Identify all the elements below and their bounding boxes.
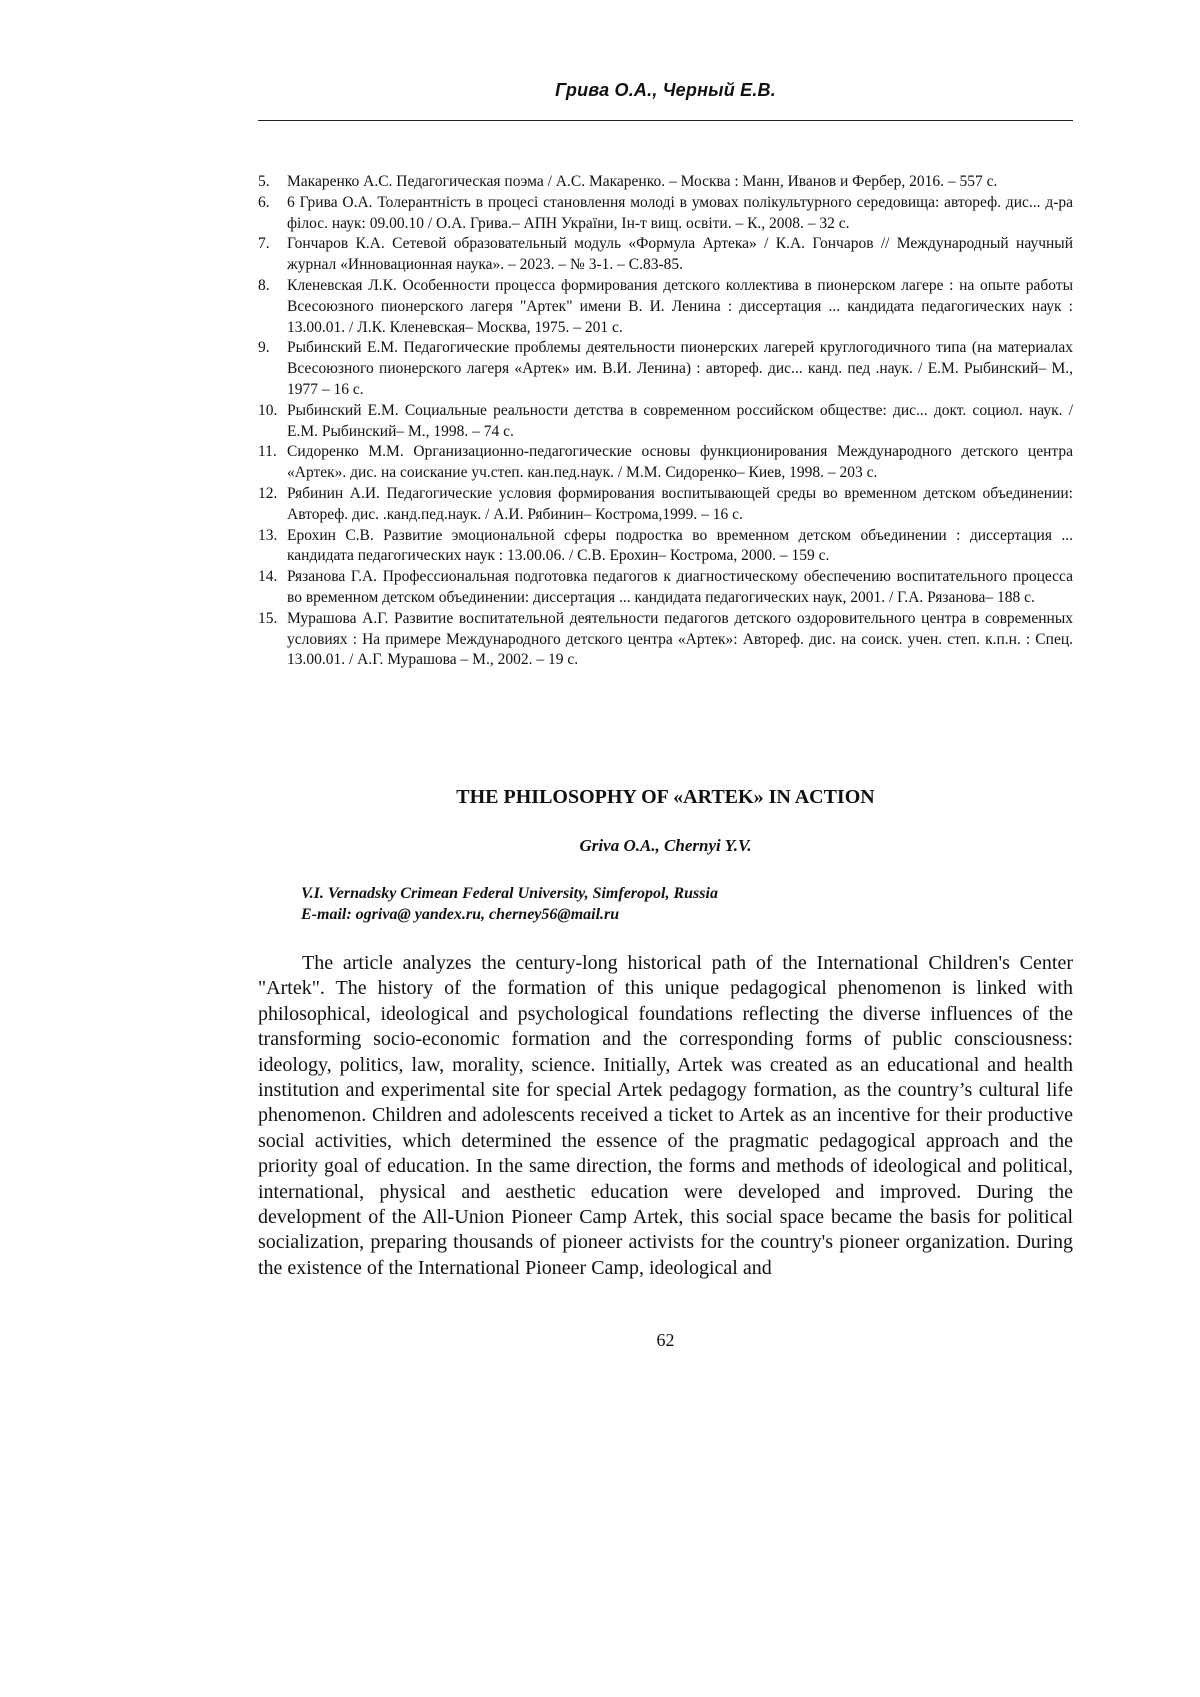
reference-text: Мурашова А.Г. Развитие воспитательной деятельности педагогов детского оздоровительного центра в современных условиях : На примере Международного детского центра «Артек»: Автореф. дис. на соиск. учен. степ. к.п.н. : Спец. 13.00.01. / А.Г. Мурашова – М., 2002. – 19 с. xyxy=(287,609,1073,669)
reference-item xyxy=(258,484,1073,526)
header-rule xyxy=(258,120,1073,121)
reference-item xyxy=(258,609,1073,671)
reference-item xyxy=(258,567,1073,609)
author-email: E-mail: ogriva@ yandex.ru, cherney56@mail.ru xyxy=(301,906,620,923)
reference-item xyxy=(258,442,1073,484)
reference-item xyxy=(258,276,1073,338)
reference-number: 11. xyxy=(258,443,277,461)
reference-item xyxy=(258,234,1073,276)
reference-item xyxy=(258,172,1073,193)
reference-text: Макаренко А.С. Педагогическая поэма / А.С. Макаренко. – Москва : Манн, Иванов и Фербер, 2016. – 557 с. xyxy=(287,173,998,190)
reference-text: Рябинин А.И. Педагогические условия формирования воспитывающей среды во временном детском объединении: Автореф. дис. .канд.пед.наук. / А.И. Рябинин– Кострома,1999. – 16 с. xyxy=(287,484,1073,523)
reference-text: Гончаров К.А. Сетевой образовательный модуль «Формула Артека» / К.А. Гончаров // Международный научный журнал «Инновационная наука». – 2023. – № 3-1. – С.83-85. xyxy=(287,235,1073,274)
reference-item xyxy=(258,401,1073,443)
reference-text: Сидоренко М.М. Организационно-педагогические основы функционирования Международного детского центра «Артек». дис. на соискание уч.степ. кан.пед.наук. / М.М. Сидоренко– Киев, 1998. – 203 с. xyxy=(287,443,1073,482)
page-number: 62 xyxy=(656,1330,675,1350)
reference-text: Рыбинский Е.М. Социальные реальности детства в современном российском обществе: дис... докт. социол. наук. / Е.М. Рыбинский– М., 1998. – 74 с. xyxy=(287,401,1073,440)
reference-number: 5. xyxy=(258,173,270,190)
article-authors: Griva O.A., Chernyi Y.V. xyxy=(579,836,752,855)
affiliation: V.I. Vernadsky Crimean Federal University, Simferopol, Russia xyxy=(301,885,718,902)
reference-number: 15. xyxy=(258,609,278,627)
reference-number: 7. xyxy=(258,235,270,253)
reference-number: 9. xyxy=(258,339,270,357)
abstract-text: The article analyzes the century-long historical path of the International Children's Center "Artek". The history of the formation of this unique pedagogical phenomenon is linked with philosophical, ideological and psychological foundations reflecting the diverse influences of the transforming socio-economic formation and the corresponding forms of public consciousness: ideology, politics, law, morality, science. Initially, Artek was created as an educational and health institution and experimental site for special Artek pedagogy formation, as the country’s cultural life phenomenon. Children and adolescents received a ticket to Artek as an incentive for their productive social activities, which determined the essence of the pragmatic pedagogical approach and the priority goal of education. In the same direction, the forms and methods of ideological and political, international, physical and aesthetic education were developed and improved. During the development of the All-Union Pioneer Camp Artek, this social space became the basis for political socialization, preparing thousands of pioneer activists for the country's pioneer organization. During the existence of the International Pioneer Camp, ideological and xyxy=(258,952,1073,1279)
reference-item xyxy=(258,193,1073,235)
reference-number: 10. xyxy=(258,401,278,419)
reference-item xyxy=(258,338,1073,400)
reference-text: 6 Грива О.А. Толерантність в процесі становлення молоді в умовах полікультурного середовища: автореф. дис... д-ра філос. наук: 09.00.10 / О.А. Грива.– АПН України, Ін-т вищ. освіти. – К., 2008. – 32 с. xyxy=(287,193,1073,232)
article-title: THE PHILOSOPHY OF «ARTEK» IN ACTION xyxy=(456,786,875,808)
reference-text: Рязанова Г.А. Профессиональная подготовка педагогов к диагностическому обеспечению воспитательного процесса во временном детском объединении: диссертация ... кандидата педагогических наук, 2001. / Г.А. Рязанова– 188 с. xyxy=(287,568,1073,606)
reference-number: 8. xyxy=(258,276,270,294)
reference-number: 6. xyxy=(258,193,270,211)
reference-list xyxy=(258,172,1073,671)
reference-text: Кленевская Л.К. Особенности процесса формирования детского коллектива в пионерском лагере : на опыте работы Всесоюзного пионерского лагеря "Артек" имени В. И. Ленина : диссертация ... кандидата педагогических наук : 13.00.01. / Л.К. Кленевская– Москва, 1975. – 201 с. xyxy=(287,276,1073,336)
reference-number: 13. xyxy=(258,526,278,544)
reference-text: Рыбинский Е.М. Педагогические проблемы деятельности пионерских лагерей круглогодичного типа (на материалах Всесоюзного пионерского лагеря «Артек» им. В.И. Ленина) : автореф. дис... канд. пед .наук. / Е.М. Рыбинский– М., 1977 – 16 с. xyxy=(287,339,1073,398)
reference-item xyxy=(258,526,1073,568)
running-header: Грива О.А., Черный Е.В. xyxy=(555,80,776,100)
reference-number: 12. xyxy=(258,484,278,502)
reference-text: Ерохин С.В. Развитие эмоциональной сферы подростка во временном детском объединении : диссертация ... кандидата педагогических наук : 13.00.06. / С.В. Ерохин– Кострома, 2000. – 159 с. xyxy=(287,526,1073,565)
affiliation-block xyxy=(301,883,1061,925)
reference-number: 14. xyxy=(258,568,278,586)
